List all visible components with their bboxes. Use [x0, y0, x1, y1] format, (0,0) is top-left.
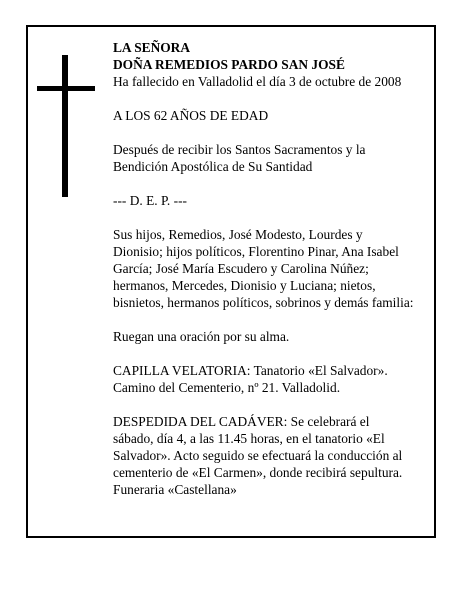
- farewell-line: Salvador». Acto seguido se efectuará la conducción al: [113, 448, 403, 463]
- sacraments-line: Después de recibir los Santos Sacramentos y la: [113, 142, 366, 157]
- farewell-line: cementerio de «El Carmen», donde recibirá sepultura.: [113, 465, 403, 480]
- rip-paragraph: [113, 192, 431, 209]
- deceased-name: DOÑA REMEDIOS PARDO SAN JOSÉ: [113, 57, 345, 72]
- chapel-line: CAPILLA VELATORIA: Tanatorio «El Salvador».: [113, 363, 388, 378]
- cross-icon: [62, 55, 68, 197]
- prayer-paragraph: [113, 328, 431, 345]
- header-block: [113, 39, 431, 90]
- age-paragraph: [113, 107, 431, 124]
- prayer-line: Ruegan una oración por su alma.: [113, 329, 290, 344]
- rip-line: --- D. E. P. ---: [113, 193, 188, 208]
- family-paragraph: [113, 226, 431, 311]
- chapel-line: Camino del Cementerio, nº 21. Valladolid.: [113, 380, 341, 395]
- family-line: Sus hijos, Remedios, José Modesto, Lourdes y: [113, 227, 363, 242]
- cross-icon-bar: [37, 86, 95, 91]
- farewell-line: sábado, día 4, a las 11.45 horas, en el tanatorio «El: [113, 431, 385, 446]
- family-line: Dionisio; hijos políticos, Florentino Pinar, Ana Isabel: [113, 244, 399, 259]
- death-notice: Ha fallecido en Valladolid el día 3 de octubre de 2008: [113, 74, 402, 89]
- obituary-text: [113, 39, 431, 515]
- funeral-home-line: Funeraria «Castellana»: [113, 482, 237, 497]
- title-line-1: LA SEÑORA: [113, 40, 191, 55]
- farewell-line: DESPEDIDA DEL CADÁVER: Se celebrará el: [113, 414, 370, 429]
- family-line: hermanos, Mercedes, Dionisio y Luciana; nietos,: [113, 278, 376, 293]
- age-line: A LOS 62 AÑOS DE EDAD: [113, 108, 269, 123]
- chapel-paragraph: [113, 362, 431, 396]
- sacraments-paragraph: [113, 141, 431, 175]
- sacraments-line: Bendición Apostólica de Su Santidad: [113, 159, 313, 174]
- farewell-paragraph: [113, 413, 431, 498]
- family-line: bisnietos, hermanos políticos, sobrinos y demás familia:: [113, 295, 414, 310]
- family-line: García; José María Escudero y Carolina Núñez;: [113, 261, 369, 276]
